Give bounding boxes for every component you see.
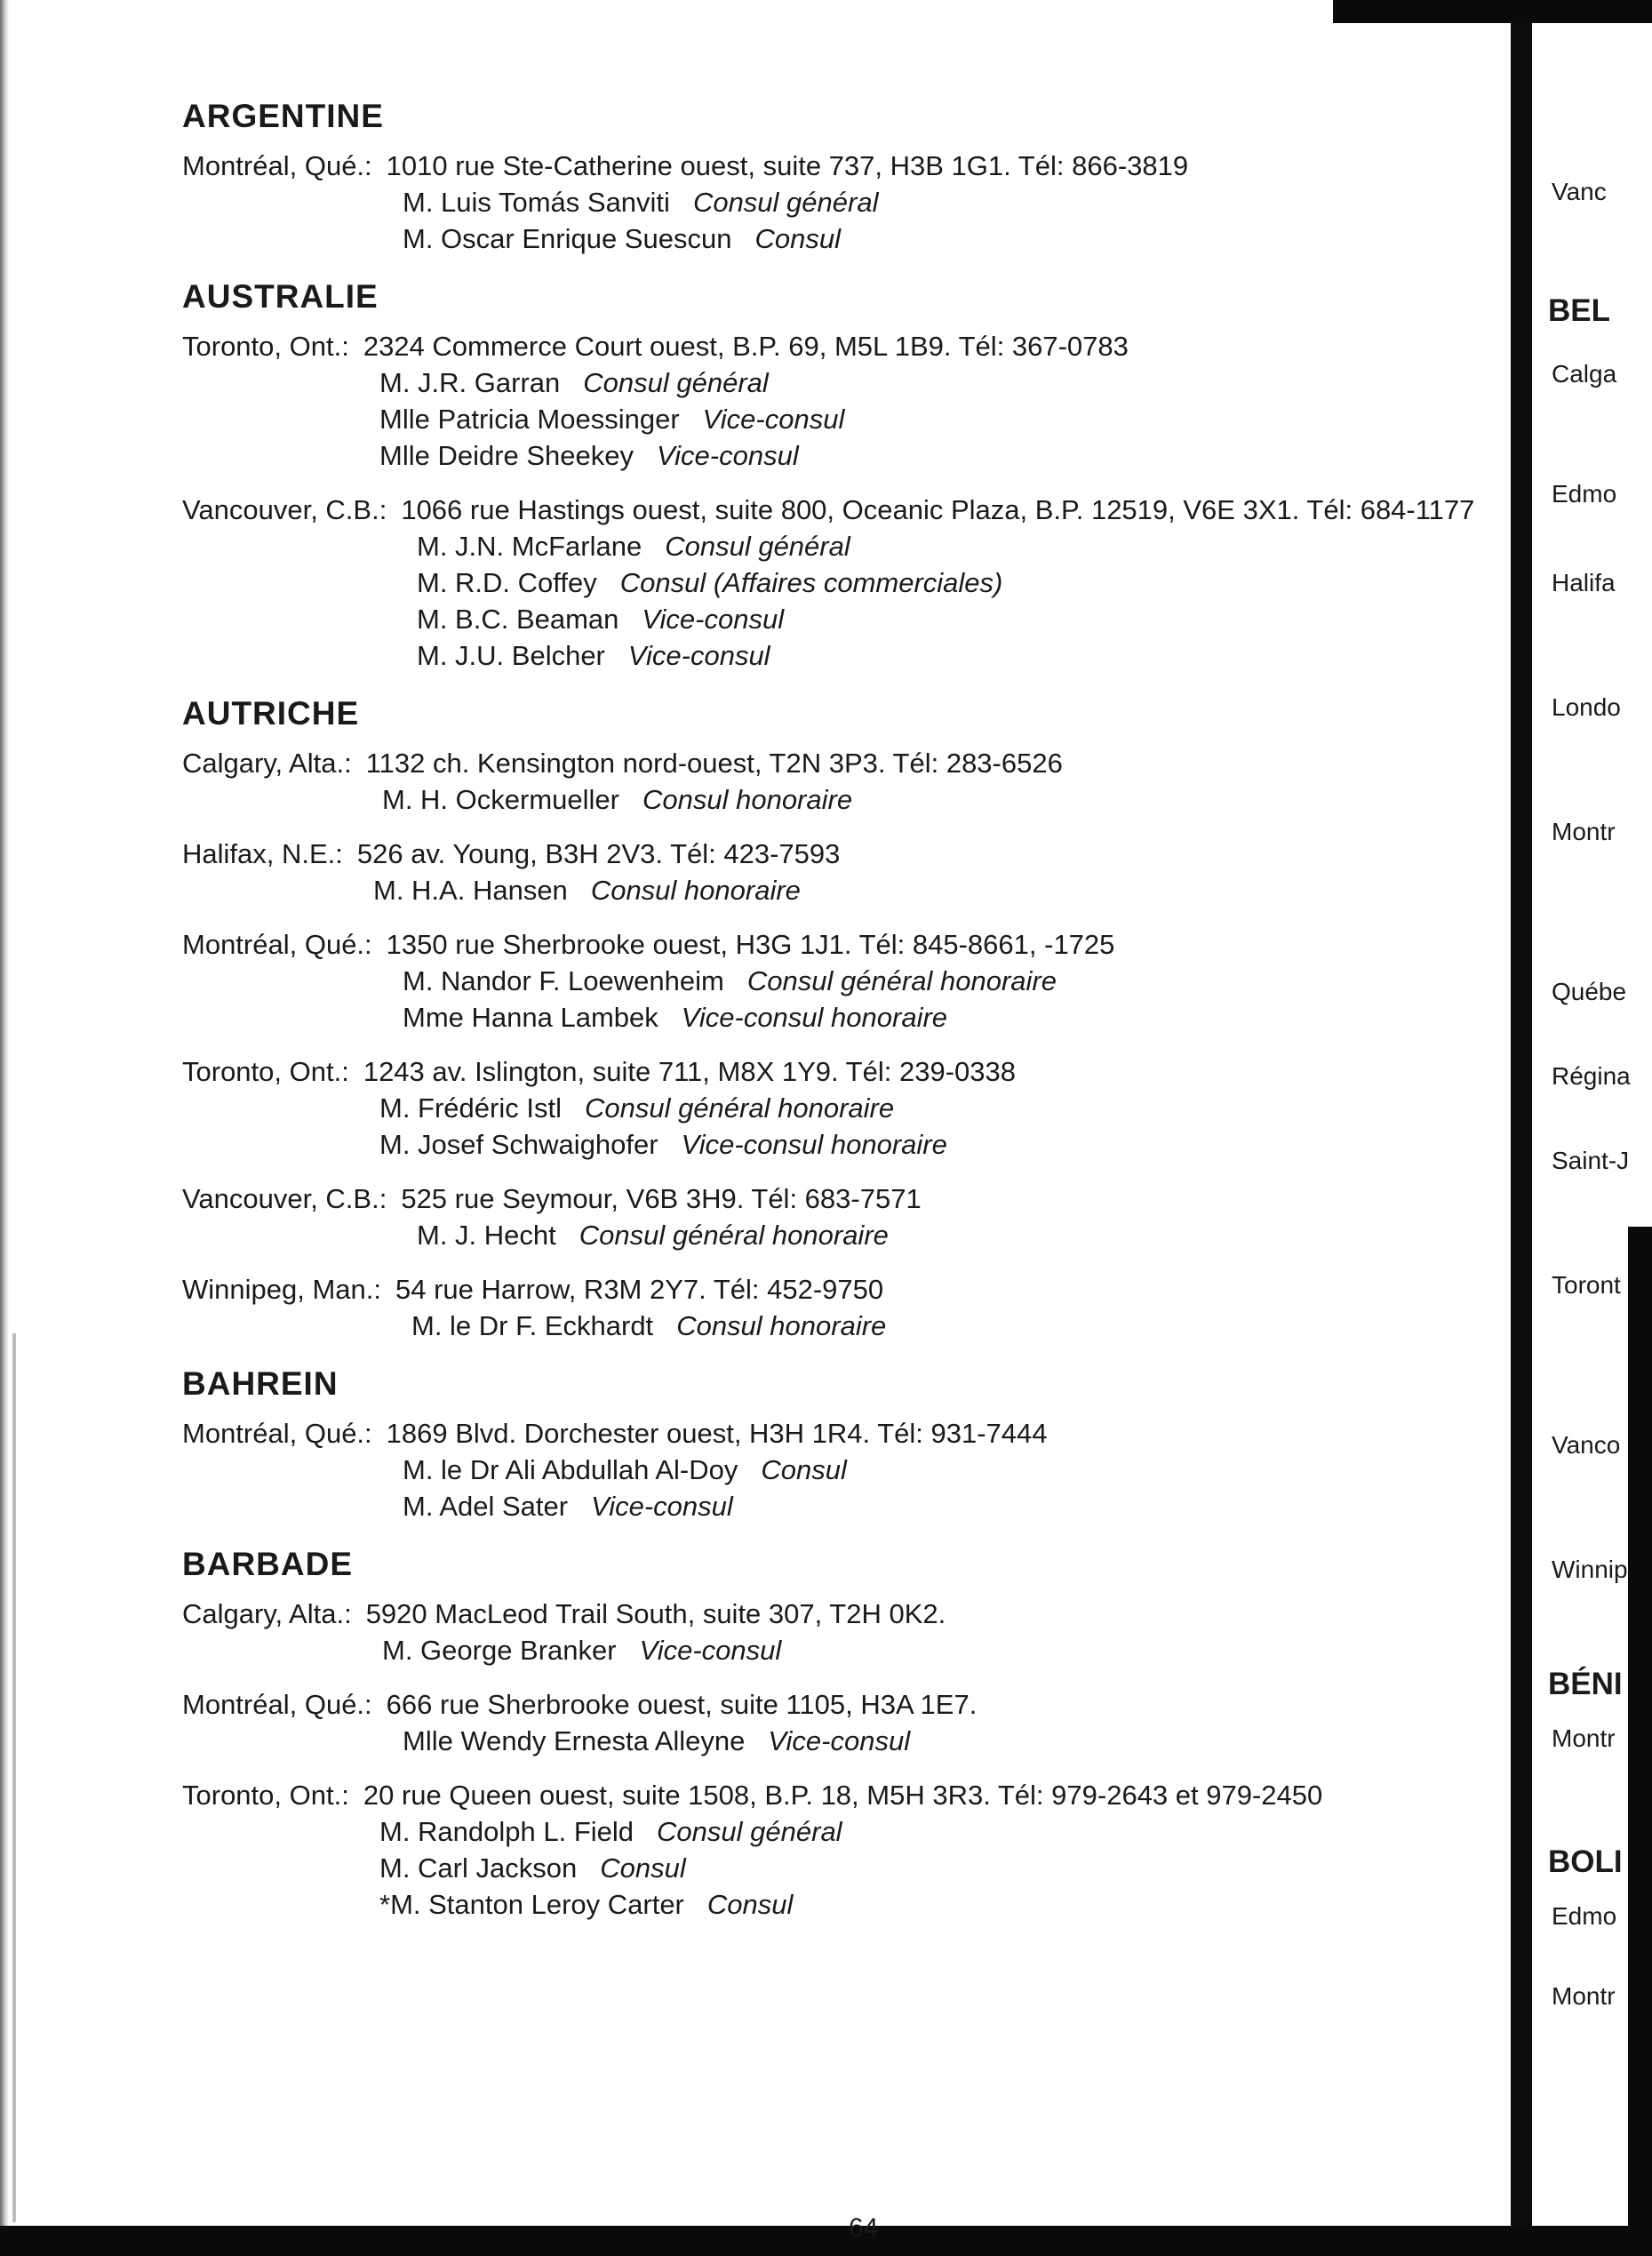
official-title: Vice-consul honoraire bbox=[681, 1002, 948, 1033]
official-title: Consul (Affaires commerciales) bbox=[619, 567, 1003, 598]
official-row bbox=[182, 601, 1480, 637]
consulate-entry bbox=[182, 1686, 1480, 1759]
consulate-entry bbox=[182, 1777, 1480, 1923]
country-heading: BAHREIN bbox=[182, 1365, 339, 1402]
page-edge-shadow bbox=[0, 0, 9, 2256]
official-name: Mlle Patricia Moessinger bbox=[379, 404, 680, 435]
official-row bbox=[182, 1217, 1480, 1253]
official-row bbox=[182, 564, 1480, 601]
official-title: Vice-consul bbox=[657, 440, 799, 471]
country-section bbox=[182, 1546, 1480, 1923]
official-title: Consul général bbox=[657, 1816, 842, 1847]
city-address-line bbox=[182, 328, 1480, 364]
official-name: Mme Hanna Lambek bbox=[403, 1002, 658, 1033]
official-row bbox=[182, 1126, 1480, 1163]
right-page-city: Saint-J bbox=[1552, 1147, 1630, 1174]
official-title: Vice-consul bbox=[639, 1635, 782, 1666]
official-row bbox=[182, 437, 1480, 474]
address-text: 1010 rue Ste-Catherine ouest, suite 737, H3B 1G1. Tél: 866-3819 bbox=[386, 150, 1189, 181]
official-row bbox=[182, 1308, 1480, 1344]
official-name: M. le Dr F. Eckhardt bbox=[411, 1310, 654, 1341]
consulate-entry bbox=[182, 1053, 1480, 1163]
address-text: 20 rue Queen ouest, suite 1508, B.P. 18, M5H 3R3. Tél: 979-2643 et 979-2450 bbox=[363, 1780, 1323, 1811]
city-address-line bbox=[182, 492, 1480, 528]
city-address-line bbox=[182, 1053, 1480, 1090]
official-name: M. J.R. Garran bbox=[379, 367, 561, 398]
official-title: Consul général bbox=[692, 187, 879, 218]
official-name: M. George Branker bbox=[382, 1635, 617, 1666]
right-page-city: Toront bbox=[1552, 1271, 1621, 1299]
official-title: Consul bbox=[600, 1852, 686, 1884]
right-page-city: Edmo bbox=[1552, 1902, 1617, 1930]
official-row bbox=[182, 963, 1480, 999]
address-text: 1869 Blvd. Dorchester ouest, H3H 1R4. Tél: 931-7444 bbox=[386, 1418, 1048, 1449]
consulate-entry bbox=[182, 926, 1480, 1036]
city-label: Montréal, Qué.: bbox=[182, 150, 372, 181]
official-name: M. Adel Sater bbox=[403, 1491, 569, 1522]
city-address-line bbox=[182, 1596, 1480, 1632]
official-name: M. Luis Tomás Sanviti bbox=[403, 187, 670, 218]
consulate-entry bbox=[182, 1180, 1480, 1253]
official-row bbox=[182, 1632, 1480, 1668]
consulate-entry bbox=[182, 1271, 1480, 1344]
address-text: 54 rue Harrow, R3M 2Y7. Tél: 452-9750 bbox=[395, 1274, 884, 1305]
city-label: Montréal, Qué.: bbox=[182, 1689, 372, 1720]
page-edge-line bbox=[12, 1333, 16, 2222]
official-name: M. Josef Schwaighofer bbox=[379, 1129, 658, 1160]
official-row bbox=[182, 528, 1480, 564]
consulate-entry bbox=[182, 148, 1480, 257]
official-row bbox=[182, 1723, 1480, 1759]
official-title: Consul bbox=[706, 1889, 794, 1920]
right-page-heading: BÉNI bbox=[1548, 1667, 1623, 1701]
right-page-heading: BOLI bbox=[1548, 1844, 1623, 1879]
official-name: M. J.U. Belcher bbox=[417, 640, 605, 671]
official-row bbox=[182, 184, 1480, 220]
city-label: Toronto, Ont.: bbox=[182, 1780, 349, 1811]
official-title: Consul bbox=[754, 223, 841, 254]
consulate-entry bbox=[182, 1415, 1480, 1524]
right-page-city: Vanco bbox=[1552, 1431, 1621, 1459]
right-page-city: Halifa bbox=[1552, 569, 1616, 596]
official-title: Vice-consul bbox=[642, 604, 785, 635]
city-label: Calgary, Alta.: bbox=[182, 748, 352, 779]
official-name: M. le Dr Ali Abdullah Al-Doy bbox=[403, 1454, 738, 1485]
country-heading: BARBADE bbox=[182, 1546, 353, 1582]
country-section bbox=[182, 695, 1480, 1344]
official-name: Mlle Deidre Sheekey bbox=[379, 440, 634, 471]
country-heading: ARGENTINE bbox=[182, 98, 384, 134]
official-row bbox=[182, 999, 1480, 1036]
official-name: M. Randolph L. Field bbox=[379, 1816, 634, 1847]
official-name: M. B.C. Beaman bbox=[417, 604, 619, 635]
official-title: Vice-consul bbox=[627, 640, 770, 671]
city-address-line bbox=[182, 1180, 1480, 1217]
right-page-city: Winnip bbox=[1552, 1556, 1628, 1583]
right-page-city: Québe bbox=[1552, 978, 1627, 1005]
official-title: Consul honoraire bbox=[642, 784, 853, 815]
official-row bbox=[182, 637, 1480, 674]
official-name: M. J. Hecht bbox=[417, 1220, 556, 1251]
official-name: M. J.N. McFarlane bbox=[417, 531, 642, 562]
right-page-city: Londo bbox=[1552, 693, 1621, 721]
official-title: Consul général bbox=[583, 367, 769, 398]
address-text: 525 rue Seymour, V6B 3H9. Tél: 683-7571 bbox=[401, 1183, 922, 1214]
city-address-line bbox=[182, 926, 1480, 963]
official-row bbox=[182, 872, 1480, 908]
city-address-line bbox=[182, 1271, 1480, 1308]
city-address-line bbox=[182, 1686, 1480, 1723]
official-title: Consul honoraire bbox=[676, 1310, 887, 1341]
address-text: 1066 rue Hastings ouest, suite 800, Oceanic Plaza, B.P. 12519, V6E 3X1. Tél: 684-1177 bbox=[401, 494, 1475, 525]
country-heading: AUSTRALIE bbox=[182, 278, 379, 315]
right-page-city: Montr bbox=[1552, 1724, 1616, 1752]
official-title: Consul général honoraire bbox=[579, 1220, 889, 1251]
country-section bbox=[182, 98, 1480, 257]
official-row bbox=[182, 1452, 1480, 1488]
address-text: 666 rue Sherbrooke ouest, suite 1105, H3A 1E7. bbox=[386, 1689, 978, 1720]
country-heading: AUTRICHE bbox=[182, 695, 360, 732]
right-page-city: Montr bbox=[1552, 818, 1616, 845]
city-address-line bbox=[182, 836, 1480, 872]
right-page-city: Calga bbox=[1552, 360, 1617, 388]
consulate-entry bbox=[182, 1596, 1480, 1668]
official-row bbox=[182, 220, 1480, 257]
right-page-city: Vanc bbox=[1552, 178, 1607, 205]
official-row bbox=[182, 1813, 1480, 1850]
official-row bbox=[182, 1850, 1480, 1886]
scan-border-top bbox=[1333, 0, 1652, 23]
consulate-entry bbox=[182, 745, 1480, 818]
address-text: 1350 rue Sherbrooke ouest, H3G 1J1. Tél: 845-8661, -1725 bbox=[386, 929, 1115, 960]
book-spine bbox=[1511, 23, 1532, 2226]
official-title: Vice-consul bbox=[591, 1491, 733, 1522]
official-row bbox=[182, 1488, 1480, 1524]
page-number: 64 bbox=[849, 2213, 879, 2243]
city-address-line bbox=[182, 745, 1480, 781]
official-name: M. Carl Jackson bbox=[379, 1852, 578, 1884]
city-address-line bbox=[182, 1415, 1480, 1452]
official-name: M. R.D. Coffey bbox=[417, 567, 597, 598]
official-title: Consul bbox=[761, 1454, 847, 1485]
scan-border-right bbox=[1628, 1227, 1652, 2226]
address-text: 526 av. Young, B3H 2V3. Tél: 423-7593 bbox=[356, 838, 841, 869]
official-name: *M. Stanton Leroy Carter bbox=[379, 1889, 684, 1920]
official-title: Vice-consul honoraire bbox=[681, 1129, 947, 1160]
country-section bbox=[182, 1365, 1480, 1524]
official-row bbox=[182, 364, 1480, 401]
address-text: 1132 ch. Kensington nord-ouest, T2N 3P3. Tél: 283-6526 bbox=[365, 748, 1063, 779]
official-name: Mlle Wendy Ernesta Alleyne bbox=[403, 1725, 746, 1756]
official-row bbox=[182, 1090, 1480, 1126]
official-name: M. Frédéric Istl bbox=[379, 1092, 562, 1124]
city-label: Vancouver, C.B.: bbox=[182, 494, 387, 525]
official-title: Consul général honoraire bbox=[746, 965, 1057, 996]
official-row bbox=[182, 1886, 1480, 1923]
official-name: M. Oscar Enrique Suescun bbox=[403, 223, 732, 254]
right-page-city: Montr bbox=[1552, 1982, 1616, 2010]
city-label: Montréal, Qué.: bbox=[182, 929, 372, 960]
address-text: 2324 Commerce Court ouest, B.P. 69, M5L 1B9. Tél: 367-0783 bbox=[363, 331, 1129, 362]
official-row bbox=[182, 781, 1480, 818]
city-label: Calgary, Alta.: bbox=[182, 1598, 352, 1629]
country-section bbox=[182, 278, 1480, 674]
city-label: Winnipeg, Man.: bbox=[182, 1274, 381, 1305]
consulate-entry bbox=[182, 836, 1480, 908]
official-name: M. H. Ockermueller bbox=[382, 784, 619, 815]
city-label: Vancouver, C.B.: bbox=[182, 1183, 387, 1214]
official-name: M. H.A. Hansen bbox=[373, 875, 568, 906]
city-label: Montréal, Qué.: bbox=[182, 1418, 372, 1449]
official-title: Vice-consul bbox=[768, 1725, 911, 1756]
official-row bbox=[182, 401, 1480, 437]
city-label: Toronto, Ont.: bbox=[182, 1056, 349, 1087]
address-text: 1243 av. Islington, suite 711, M8X 1Y9. Tél: 239-0338 bbox=[363, 1056, 1016, 1087]
consulate-entry bbox=[182, 328, 1480, 474]
official-title: Consul général honoraire bbox=[584, 1092, 895, 1124]
right-page-city: Régina bbox=[1552, 1062, 1631, 1090]
city-label: Toronto, Ont.: bbox=[182, 331, 349, 362]
official-title: Consul général bbox=[665, 531, 850, 562]
city-address-line bbox=[182, 1777, 1480, 1813]
city-label: Halifax, N.E.: bbox=[182, 838, 343, 869]
scan-border-bottom bbox=[0, 2226, 1652, 2256]
right-page-city: Edmo bbox=[1552, 480, 1617, 508]
consulate-directory bbox=[182, 98, 1480, 1944]
consulate-entry bbox=[182, 492, 1480, 674]
right-page-heading: BEL bbox=[1548, 293, 1610, 328]
official-title: Vice-consul bbox=[702, 404, 845, 435]
official-name: M. Nandor F. Loewenheim bbox=[403, 965, 724, 996]
city-address-line bbox=[182, 148, 1480, 184]
official-title: Consul honoraire bbox=[590, 875, 801, 906]
address-text: 5920 MacLeod Trail South, suite 307, T2H 0K2. bbox=[365, 1598, 946, 1629]
